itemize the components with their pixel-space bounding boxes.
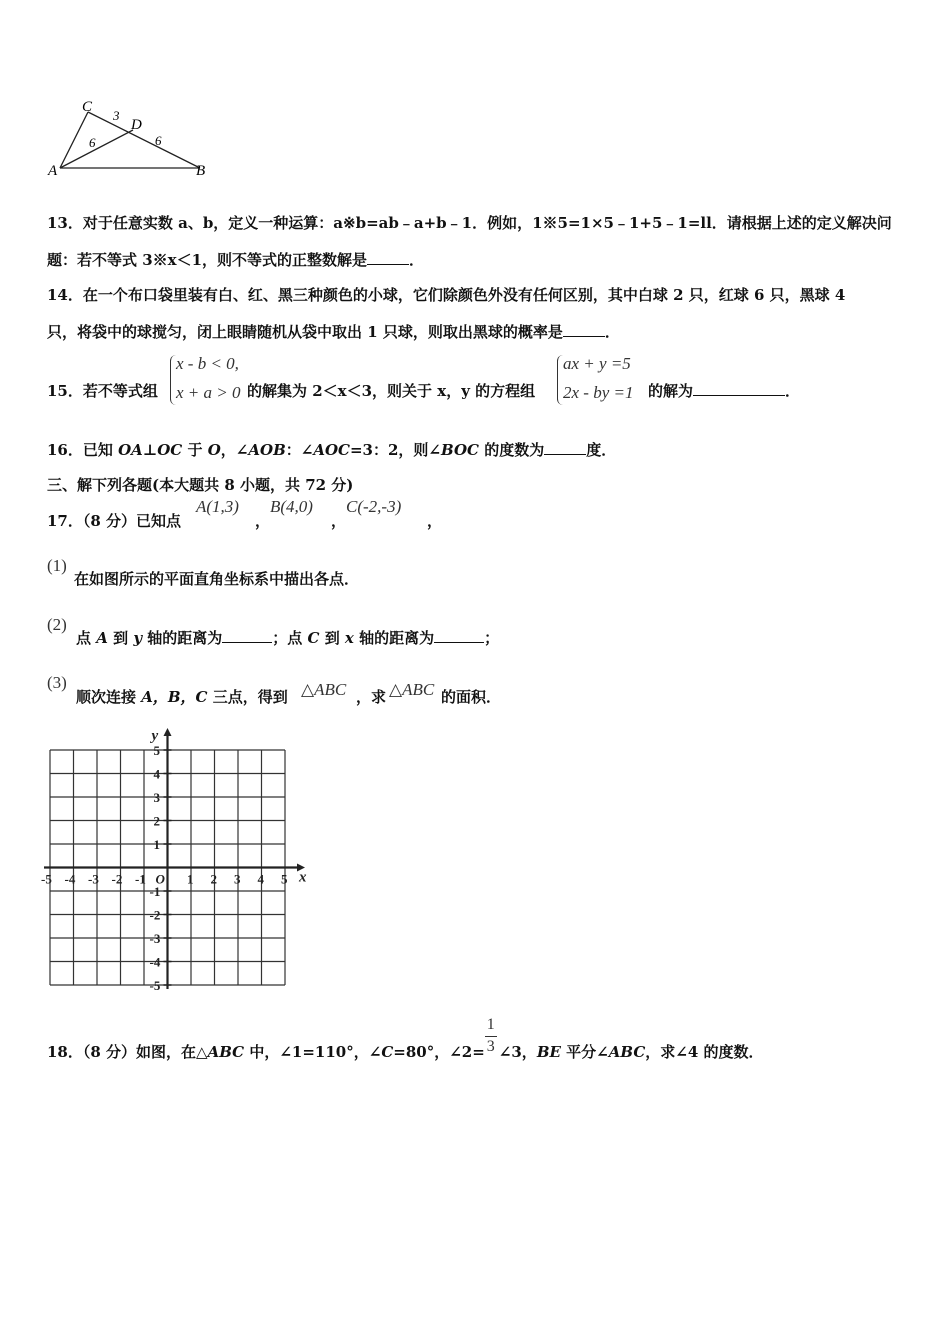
q17-sub3-text-a: 顺次连接: [76, 688, 142, 706]
q13-line1: 13．对于任意实数 a、b，定义一种运算：a※b=ab﹣a+b﹣1．例如，1※5=1×5﹣1+5﹣1=ll．请根据上述的定义解决问: [47, 214, 892, 232]
q18-text-b: =80°，∠2=: [393, 1043, 485, 1061]
q17-point-a: A(1,3): [196, 497, 239, 516]
y-axis-arrow: [164, 728, 172, 736]
q18-line: [47, 1016, 764, 1062]
label-db: 6: [155, 133, 162, 148]
q16-text-d: ：∠: [285, 441, 314, 459]
q15-eq-1: ax + y =5: [563, 354, 631, 373]
x-tick-label: -5: [41, 871, 52, 887]
y-axis-label: y: [151, 728, 159, 744]
q13-answer-blank[interactable]: [367, 250, 409, 265]
q16-text-f: 的度数为: [478, 441, 545, 459]
q15-end: ．: [785, 382, 801, 400]
q17-sub2-f: 轴的距离为: [353, 629, 435, 647]
q18-text-f: ，求∠4 的度数．: [645, 1043, 764, 1061]
q17-sep-2: ，: [331, 512, 347, 530]
q15-middle: 的解集为 2＜x＜3，则关于 x，y 的方程组: [247, 382, 536, 400]
q17-triangle-2: △ABC: [389, 680, 435, 699]
q15-suffix-line: [648, 380, 800, 401]
q17-sub2-num: (2): [47, 615, 67, 634]
q18-abc2: ABC: [608, 1043, 646, 1061]
q17-sub1: 在如图所示的平面直角坐标系中描出各点．: [74, 570, 360, 588]
q18-head: 18．（8 分）如图，在△: [47, 1043, 208, 1061]
q17-sub2-e: 到: [319, 629, 345, 647]
q17-sub2-d: ；点: [272, 629, 308, 647]
x-tick-label: 4: [257, 871, 264, 887]
y-tick-label: 2: [153, 813, 160, 829]
q16-text-a: 16．已知: [47, 441, 119, 459]
q15-answer-blank[interactable]: [693, 381, 785, 396]
q14-line2-text: 只，将袋中的球搅匀，闭上眼睛随机从袋中取出 1 只球，则取出黑球的概率是: [47, 323, 563, 341]
y-tick-label: 1: [153, 837, 160, 852]
q16-end: 度．: [586, 441, 617, 459]
q13-line2-text: 题：若不等式 3※x＜1，则不等式的正整数解是: [47, 251, 368, 269]
q17-triangle-1: △ABC: [301, 680, 347, 699]
q15-prefix: 15．若不等式组: [47, 382, 158, 400]
q18-fraction: [485, 1016, 499, 1057]
q17-point-b: B(4,0): [270, 497, 313, 516]
label-a: A: [48, 163, 58, 179]
y-tick-label: -1: [149, 884, 161, 899]
x-tick-label: -4: [64, 871, 76, 887]
q17-sub2-b: 到: [107, 629, 134, 647]
q16-answer-blank[interactable]: [544, 440, 586, 455]
label-cd: 3: [113, 108, 120, 123]
q17-sub2-a: 点: [76, 629, 97, 647]
q17-blank-1[interactable]: [222, 628, 272, 643]
q17-blank-2[interactable]: [434, 628, 484, 643]
section-3-heading: 三、解下列各题(本大题共 8 小题，共 72 分): [47, 476, 354, 494]
q17-sep-1: ，: [255, 512, 271, 530]
q17-sub2-y: y: [133, 629, 143, 647]
q13-end: ．: [409, 251, 425, 269]
q18-fraction-den: 3: [486, 1038, 495, 1055]
q13-line2: [47, 249, 424, 270]
q17-sub2-A: A: [96, 629, 108, 647]
y-tick-label: 4: [153, 766, 160, 782]
q16-line: [47, 439, 616, 460]
q17-head: 17．（8 分）已知点: [47, 512, 182, 530]
q17-sub2-end: ；: [484, 629, 500, 647]
q14-answer-blank[interactable]: [563, 322, 605, 337]
q18-text-d: ∠3，: [498, 1043, 537, 1061]
q15-ineq-1: x - b < 0,: [176, 354, 239, 373]
q16-oc: OC: [157, 441, 183, 459]
q15-ineq-2: x + a > 0: [176, 383, 241, 402]
q16-oa: OA: [118, 441, 143, 459]
q16-perp: ⊥: [142, 441, 158, 459]
q18-text-a: 中，∠1=110°，∠: [244, 1043, 382, 1061]
q18-fraction-bar: [485, 1036, 497, 1037]
x-tick-label: 3: [234, 871, 241, 887]
q17-sub2-x: x: [344, 629, 354, 647]
triangle-figure: [40, 95, 220, 180]
q14-line2: [47, 321, 620, 342]
q16-text-e: =3：2，则∠: [349, 441, 441, 459]
x-tick-label: -2: [111, 871, 123, 887]
q18-fraction-num: 1: [486, 1016, 495, 1033]
y-tick-label: -3: [149, 931, 161, 946]
x-axis-label: x: [299, 869, 307, 886]
x-tick-label: 5: [281, 871, 288, 887]
q17-sub2: [76, 627, 499, 648]
q17-sub3-letters: A，B，C: [141, 688, 208, 706]
q17-sub3-d: 的面积．: [441, 688, 502, 706]
q17-point-c: C(-2,-3): [346, 497, 402, 516]
q18-be: BE: [536, 1043, 561, 1061]
q17-sub3-text-b: 三点，得到: [207, 688, 288, 706]
q16-aoc: AOC: [313, 441, 350, 459]
label-b: B: [196, 163, 206, 179]
q17-sub3-num: (3): [47, 673, 67, 692]
q14-line1: 14．在一个布口袋里装有白、红、黑三种颜色的小球，它们除颜色外没有任何区别，其中白球 2 只，红球 6 只，黑球 4: [47, 286, 846, 304]
q15-suffix: 的解为: [648, 382, 694, 400]
q16-o: O: [207, 441, 221, 459]
q17-sub3-a: [76, 686, 288, 707]
q17-sub2-C: C: [307, 629, 320, 647]
x-tick-label: 2: [210, 871, 217, 887]
x-tick-label: -3: [88, 871, 99, 887]
q16-boc: BOC: [441, 441, 479, 459]
label-d: D: [131, 117, 142, 133]
x-tick-label: 1: [187, 871, 194, 887]
y-tick-label: 5: [153, 743, 160, 758]
q15-eq-2: 2x - by =1: [563, 383, 634, 402]
x-tick-label: -1: [135, 871, 146, 887]
q17-sep-3: ，: [427, 512, 443, 530]
q16-text-b: 于: [182, 441, 208, 459]
q14-end: ．: [604, 323, 620, 341]
x-tick-label: O: [155, 871, 165, 887]
coordinate-grid: [40, 722, 320, 1007]
y-tick-label: 3: [153, 790, 160, 805]
q17-sub3-c: ，求: [356, 688, 387, 706]
q18-abc: ABC: [207, 1043, 245, 1061]
y-tick-label: -4: [149, 954, 161, 970]
label-ad: 6: [89, 135, 96, 150]
q17-sub1-num: (1): [47, 556, 67, 575]
q18-text-e: 平分∠: [560, 1043, 609, 1061]
q16-aob: AOB: [248, 441, 286, 459]
y-tick-label: -5: [149, 978, 161, 993]
q18-c: C: [381, 1043, 394, 1061]
q17-sub2-c: 轴的距离为: [142, 629, 223, 647]
y-tick-label: -2: [149, 907, 161, 923]
q16-text-c: ，∠: [220, 441, 249, 459]
label-c: C: [82, 99, 93, 115]
